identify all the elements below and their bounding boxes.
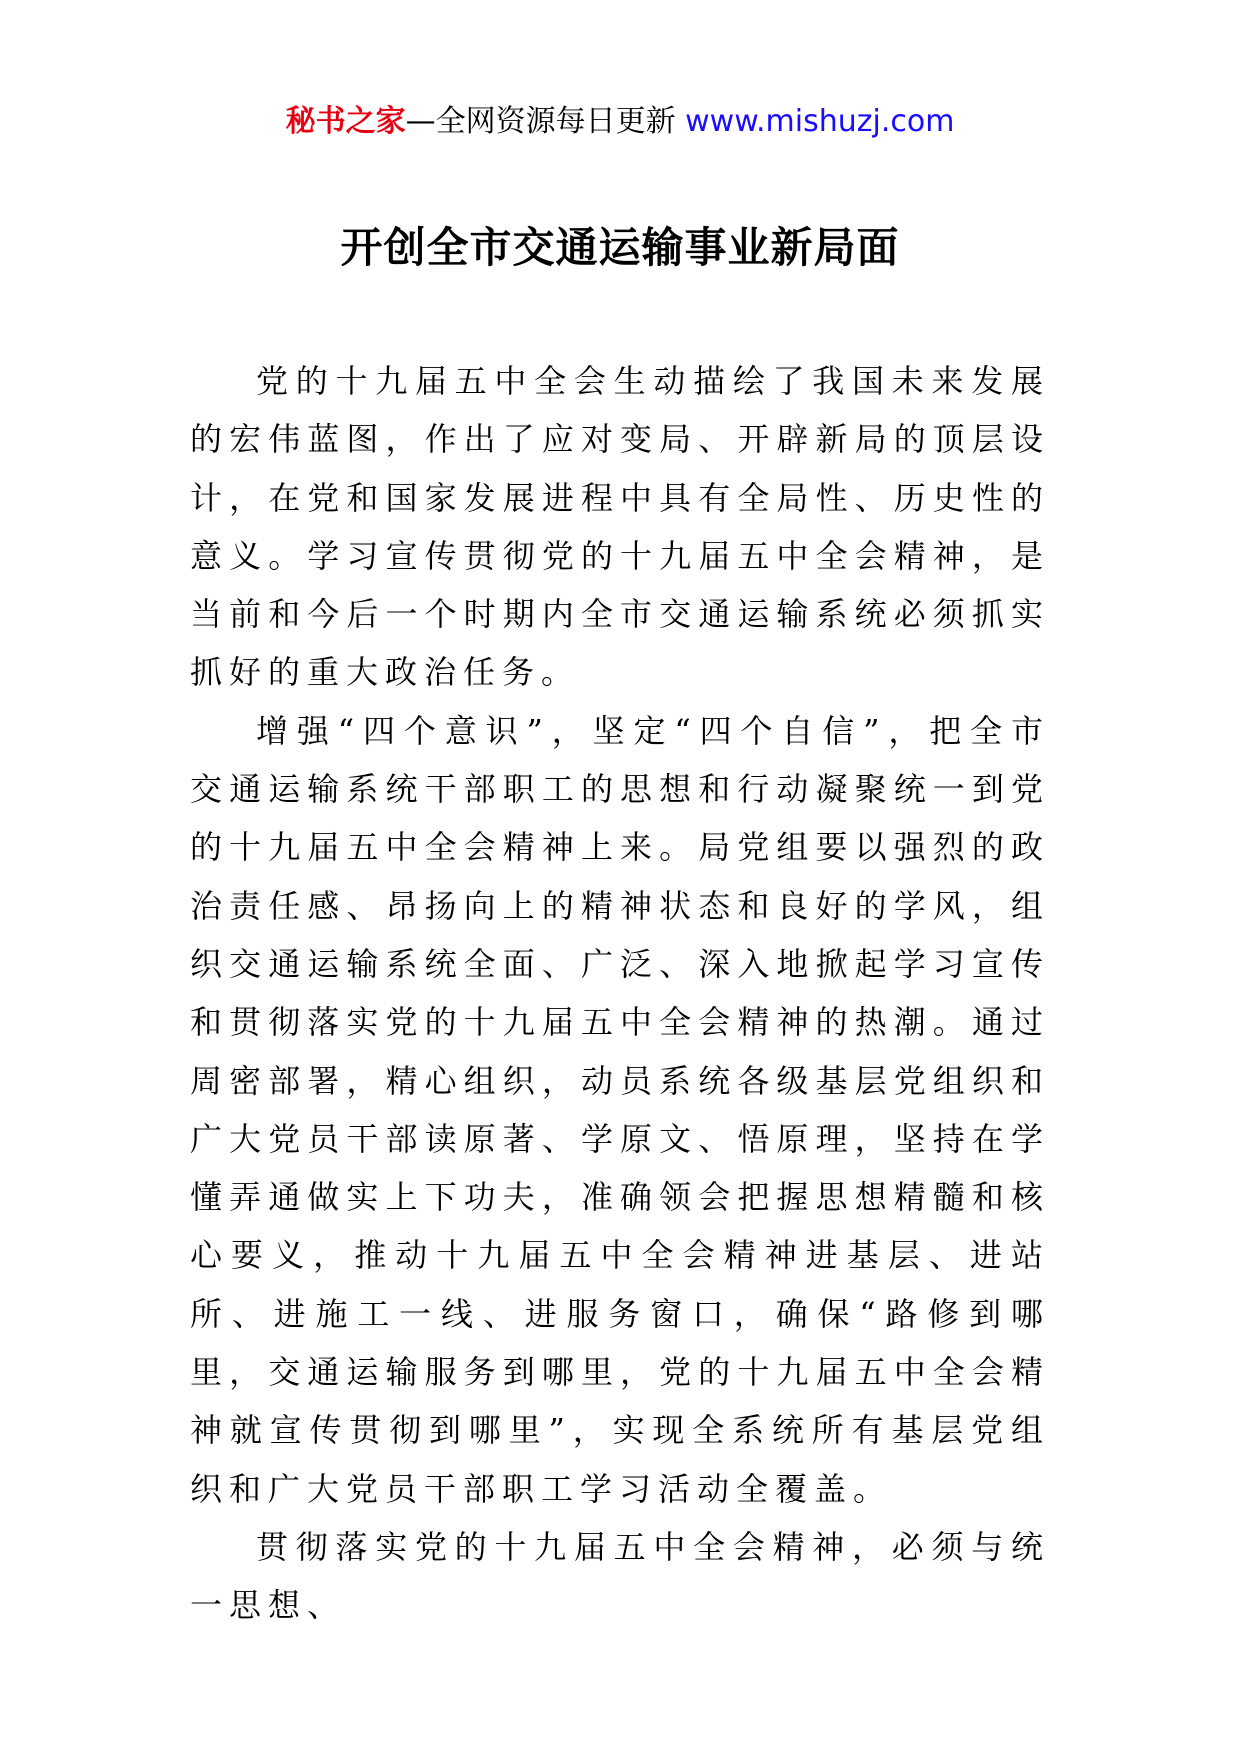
paragraph: 增强“四个意识”，坚定“四个自信”，把全市交通运输系统干部职工的思想和行动凝聚统一到党的十九届五中全会精神上来。局党组要以强烈的政治责任感、昂扬向上的精神状态和良好的学风，组织交通运输系统全面、广泛、深入地掀起学习宣传和贯彻落实党的十九届五中全会精神的热潮。通过周密部署，精心组织，动员系统各级基层党组织和广大党员干部读原著、学原文、悟原理，坚持在学懂弄通做实上下功夫，准确领会把握思想精髓和核心要义，推动十九届五中全会精神进基层、进站所、进施工一线、进服务窗口，确保“路修到哪里，交通运输服务到哪里，党的十九届五中全会精神就宣传贯彻到哪里”，实现全系统所有基层党组织和广大党员干部职工学习活动全覆盖。: [190, 711, 1050, 1508]
paragraph: 党的十九届五中全会生动描绘了我国未来发展的宏伟蓝图，作出了应对变局、开辟新局的顶层设计，在党和国家发展进程中具有全局性、历史性的意义。学习宣传贯彻党的十九届五中全会精神，是当前和今后一个时期内全市交通运输系统必须抓实抓好的重大政治任务。: [190, 362, 1050, 692]
document-title: 开创全市交通运输事业新局面: [340, 223, 900, 272]
brand-name: 秘书之家: [285, 104, 406, 139]
site-url[interactable]: www.mishuzj.com: [685, 104, 955, 139]
paragraph: 贯彻落实党的十九届五中全会精神，必须与统一思想、: [190, 1527, 1050, 1625]
site-header: [0, 100, 1240, 144]
header-tagline: —全网资源每日更新: [405, 104, 676, 139]
document-body: [190, 352, 1050, 1635]
